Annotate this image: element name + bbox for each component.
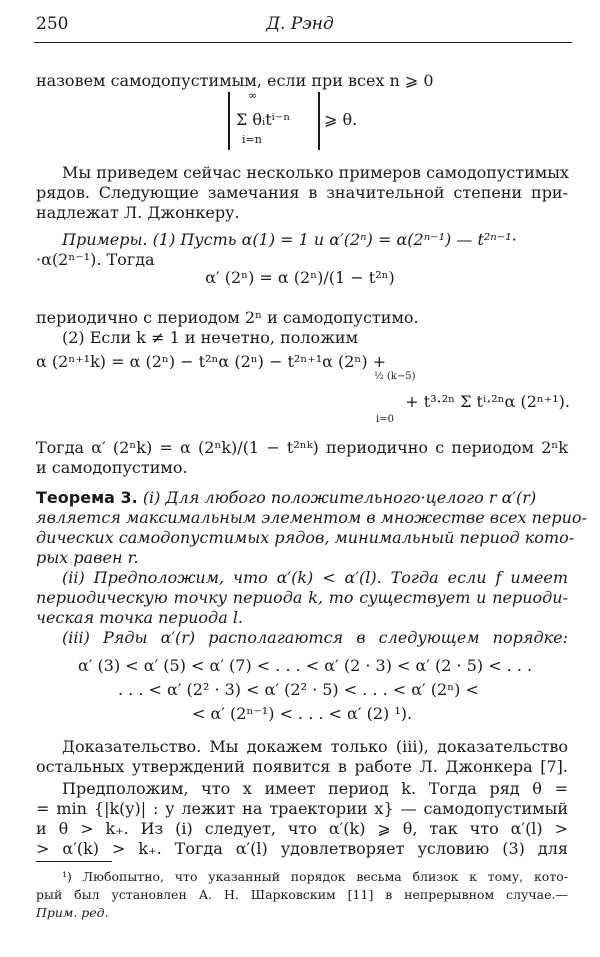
formula-recursion-1: α (2ⁿ⁺¹k) = α (2ⁿ) − t²ⁿα (2ⁿ) − t²ⁿ⁺¹α (2ⁿ) + (36, 352, 387, 371)
theorem-label: Теорема 3. (36, 488, 138, 507)
examples-line: ·α(2ⁿ⁻¹). Тогда (36, 250, 155, 269)
proof-line: и θ > k₊. Из (i) следует, что α′(k) ⩾ θ, так что α′(l) > (36, 819, 568, 838)
theorem-line: является максимальным элементом в множестве всех перио- (36, 508, 587, 527)
page-number: 250 (36, 14, 69, 34)
examples-line: и самодопустимо. (36, 458, 188, 477)
text-line-intro: назовем самодопустимым, если при всех n ⩾ 0 (36, 71, 434, 90)
order-formula-3: < α′ (2ⁿ⁻¹) < . . . < α′ (2) ¹). (192, 704, 413, 723)
theorem-text: (i) Для любого положительного·целого r α′(r) (142, 488, 537, 507)
examples-line: (2) Если k ≠ 1 и нечетно, положим (62, 328, 359, 347)
theorem-line: дических самодопустимых рядов, минимальный период кото- (36, 528, 575, 547)
footnote-rule (36, 861, 112, 862)
paragraph-line: надлежат Л. Джонкеру. (36, 203, 240, 222)
proof-line: остальных утверждений появится в работе Л. Джонкера [7]. (36, 757, 568, 776)
sum-lower-limit: i=n (242, 133, 262, 146)
sum-upper-limit: ∞ (248, 89, 258, 102)
theorem-line: ческая точка периода l. (36, 608, 244, 627)
running-title: Д. Рэнд (266, 14, 334, 34)
footnote-line: ¹) Любопытно, что указанный порядок весьма близок к тому, кото- (62, 869, 568, 884)
proof-line: Доказательство. Мы докажем только (iii), доказательство (62, 737, 568, 756)
proof-line: = min {|k(y)| : y лежит на траектории x} — самодопустимый (36, 799, 568, 818)
sum-inequality: ⩾ θ. (324, 110, 358, 129)
examples-line: периодично с периодом 2ⁿ и самодопустимо. (36, 308, 419, 327)
theorem-line: (ii) Предположим, что α′(k) < α′(l). Тогда если f имеет (62, 568, 568, 587)
theorem-line: рых равен r. (36, 548, 139, 567)
sum-upper-limit: ½ (k−5) (374, 371, 416, 382)
theorem-first-line (36, 488, 536, 508)
examples-line: Тогда α′ (2ⁿk) = α (2ⁿk)/(1 − t²ⁿᵏ) периодично с периодом 2ⁿk (36, 438, 568, 457)
proof-line: Предположим, что x имеет период k. Тогда ряд θ = (62, 779, 568, 798)
paragraph-line: Мы приведем сейчас несколько примеров самодопустимых (62, 163, 569, 182)
order-formula-1: α′ (3) < α′ (5) < α′ (7) < . . . < α′ (2 · 3) < α′ (2 · 5) < . . . (78, 656, 533, 675)
sum-lower-limit: i=0 (376, 414, 394, 425)
footnote-line: Прим. ред. (36, 905, 109, 920)
sum-formula: Σ θᵢtⁱ⁻ⁿ (236, 110, 291, 129)
formula-recursion-2: + t³·²ⁿ Σ tⁱ·²ⁿα (2ⁿ⁺¹). (405, 392, 570, 411)
theorem-line: периодическую точку периода k, то существует и периоди- (36, 588, 568, 607)
footnote-line: рый был установлен А. Н. Шарковским [11] в непрерывном случае.— (36, 887, 568, 902)
formula-alpha-prime: α′ (2ⁿ) = α (2ⁿ)/(1 − t²ⁿ) (205, 268, 395, 287)
proof-line: > α′(k) > k₊. Тогда α′(l) удовлетворяет условию (3) для (36, 839, 568, 858)
theorem-line: (iii) Ряды α′(r) располагаются в следующем порядке: (62, 628, 568, 647)
header-rule (34, 42, 572, 43)
examples-line: Примеры. (1) Пусть α(1) = 1 и α′(2ⁿ) = α(2ⁿ⁻¹) — t²ⁿ⁻¹· (62, 230, 517, 249)
abs-bar-left (228, 92, 230, 150)
order-formula-2: . . . < α′ (2² · 3) < α′ (2² · 5) < . . . < α′ (2ⁿ) < (118, 680, 479, 699)
abs-bar-right (318, 92, 320, 150)
paragraph-line: рядов. Следующие замечания в значительной степени при- (36, 183, 568, 202)
